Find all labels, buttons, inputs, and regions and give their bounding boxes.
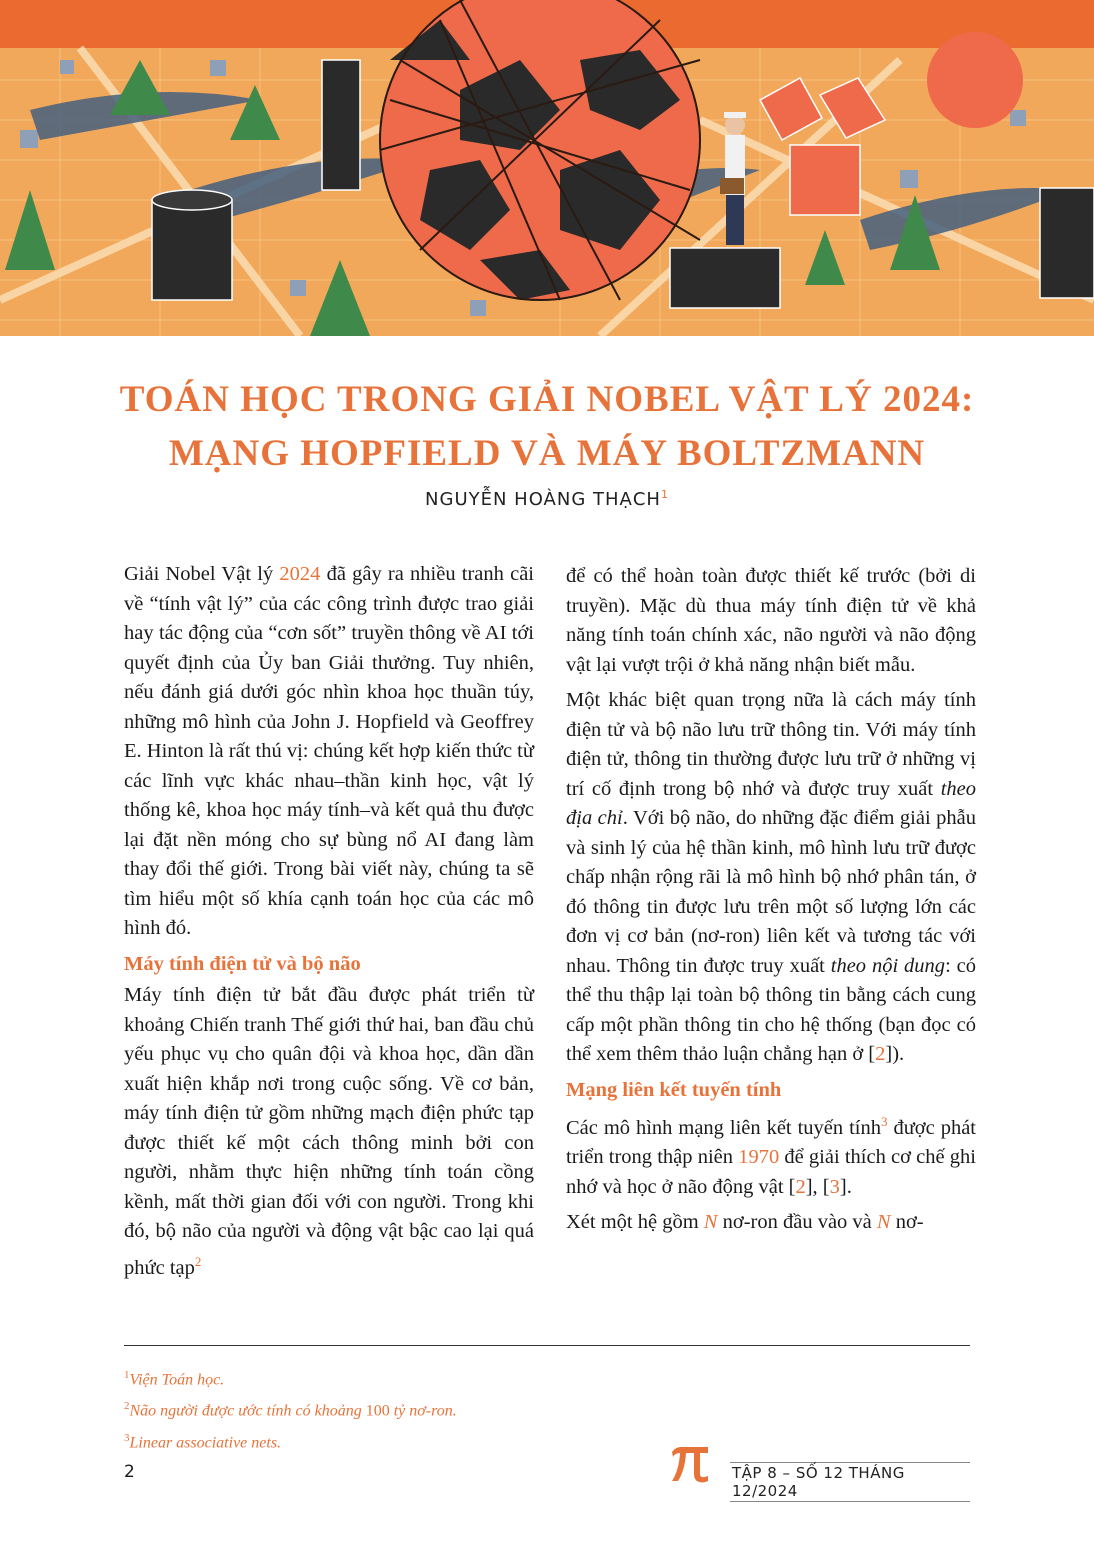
linear-nets-paragraph — [566, 1107, 976, 1202]
text-run: Các mô hình mạng liên kết tuyến tính — [566, 1116, 881, 1139]
left-column — [124, 560, 534, 1289]
text-run: Xét một hệ gồm — [566, 1211, 704, 1234]
text-run: ], [ — [805, 1175, 830, 1198]
footnote-mark-2[interactable]: 2 — [194, 1253, 202, 1269]
computers-paragraph — [124, 981, 534, 1283]
header-illustration — [0, 0, 1094, 336]
text-run: ]). — [885, 1043, 905, 1065]
text-run: được phát triển trong thập niên — [566, 1116, 976, 1169]
right-column — [566, 562, 976, 1244]
footnote-mark-3[interactable]: 3 — [880, 1114, 888, 1129]
text-run: Máy tính điện tử bắt đầu được phát triển từ khoảng Chiến tranh Thế giới thứ hai, ban đầu chủ yếu phục vụ cho quân đội và khoa học, dần dần xuất hiện khắp nơi trong cuộc sống. Về cơ bản, máy tính điện tử gồm những mạch điện phức tạp được thiết kế một cách thông minh bởi con người, nhằm thực hiện những tính toán cồng kềnh, mất thời gian đối với con người. Trong khi đó, bộ não của người và động vật bậc cao lại quá phức tạp — [124, 984, 534, 1279]
year-number: 1970 — [738, 1146, 780, 1169]
year-number: 2024 — [279, 563, 321, 585]
footnote-number: 3 — [124, 1431, 130, 1444]
footnote-text: Viện Toán học. — [129, 1371, 225, 1389]
footnote-number: 1 — [124, 1369, 130, 1381]
citation-link[interactable]: 3 — [829, 1175, 840, 1198]
text-run: để giải thích cơ chế ghi nhớ và học ở não động vật [ — [566, 1146, 976, 1198]
footnote-number-value: 100 — [365, 1402, 390, 1420]
author — [0, 488, 1094, 510]
footnote-divider — [124, 1345, 970, 1346]
emphasis: theo nội dung — [830, 954, 946, 977]
article-title-line-2: MẠNG HOPFIELD VÀ MÁY BOLTZMANN — [168, 433, 926, 474]
continued-paragraph: để có thể hoàn toàn được thiết kế trước (bởi di truyền). Mặc dù thua máy tính điện tử về khả năng tính toán chính xác, não người và não động vật lại vượt trội ở khả năng nhận biết mẫu. — [566, 565, 976, 676]
text-run: ]. — [839, 1175, 852, 1198]
text-run: : có thể thu thập lại toàn bộ thông tin bằng cách cung cấp một phần thông tin cho hệ thống (bạn đọc có thể xem thêm thảo luận chẳng hạn ở [ — [566, 954, 977, 1065]
author-footnote-mark: 1 — [660, 488, 669, 501]
system-paragraph — [566, 1208, 976, 1238]
intro-paragraph — [124, 560, 534, 944]
article-title-line-1: TOÁN HỌC TRONG GIẢI NOBEL VẬT LÝ 2024: — [119, 379, 975, 420]
section-heading-computers-brain: Máy tính điện tử và bộ não — [124, 952, 361, 975]
math-variable: N — [876, 1211, 891, 1234]
text-run: nơ- — [890, 1211, 924, 1234]
math-variable: N — [703, 1211, 718, 1234]
footnote-1 — [124, 1362, 970, 1393]
emphasis: theo địa chỉ — [566, 777, 976, 829]
issue-label: TẬP 8 – SỐ 12 THÁNG 12/2024 — [730, 1462, 970, 1502]
footnote-2 — [124, 1393, 970, 1424]
footnote-text: Linear associative nets. — [129, 1433, 282, 1451]
text-run: đã gây ra nhiều tranh cãi về “tính vật lý” của các công trình được trao giải hay tác động của “cơn sốt” truyền thông về AI tới quyết định của Ủy ban Giải thưởng. Tuy nhiên, nếu đánh giá dưới góc nhìn khoa học thuần túy, những mô hình của John J. Hopfield và Geoffrey E. Hinton là rất thú vị: chúng kết hợp kiến thức từ các lĩnh vực khác nhau–thần kinh học, vật lý thống kê, khoa học máy tính–và kết quả thu được lại đặt nền móng cho sự bùng nổ AI đang làm thay đổi thế giới. Trong bài viết này, chúng ta sẽ tìm hiểu một số khía cạnh toán học của các mô hình đó. — [124, 563, 534, 939]
pi-icon — [668, 1440, 712, 1484]
section-heading-linear-nets: Mạng liên kết tuyến tính — [566, 1078, 782, 1101]
footnote-text: Não người được ước tính có khoảng — [129, 1402, 366, 1420]
author-name: NGUYỄN HOÀNG THẠCH — [425, 489, 661, 510]
footnote-number: 2 — [124, 1400, 130, 1413]
footnotes — [124, 1362, 970, 1456]
footnote-text: tỷ nơ-ron. — [389, 1402, 457, 1420]
page-number: 2 — [124, 1462, 135, 1482]
citation-link[interactable]: 2 — [795, 1175, 806, 1198]
footnote-3 — [124, 1425, 970, 1456]
citation-link[interactable]: 2 — [875, 1043, 886, 1065]
storage-paragraph — [566, 686, 976, 1070]
text-run: . Với bộ não, do những đặc điểm giải phẫu và sinh lý của hệ thần kinh, mô hình lưu trữ được chấp nhận rộng rãi là mô hình bộ nhớ phân tán, ở đó thông tin được lưu trên một số lượng lớn các đơn vị cơ bản (nơ-ron) liên kết và tương tác với nhau. Thông tin được truy xuất — [566, 807, 976, 977]
text-run: Giải Nobel Vật lý — [124, 563, 280, 585]
text-run: nơ-ron đầu vào và — [717, 1211, 877, 1234]
text-run: Một khác biệt quan trọng nữa là cách máy tính điện tử và bộ não lưu trữ thông tin. Với máy tính điện tử, thông tin thường được lưu trữ ở những vị trí cố định trong bộ nhớ và được truy xuất — [566, 689, 976, 800]
